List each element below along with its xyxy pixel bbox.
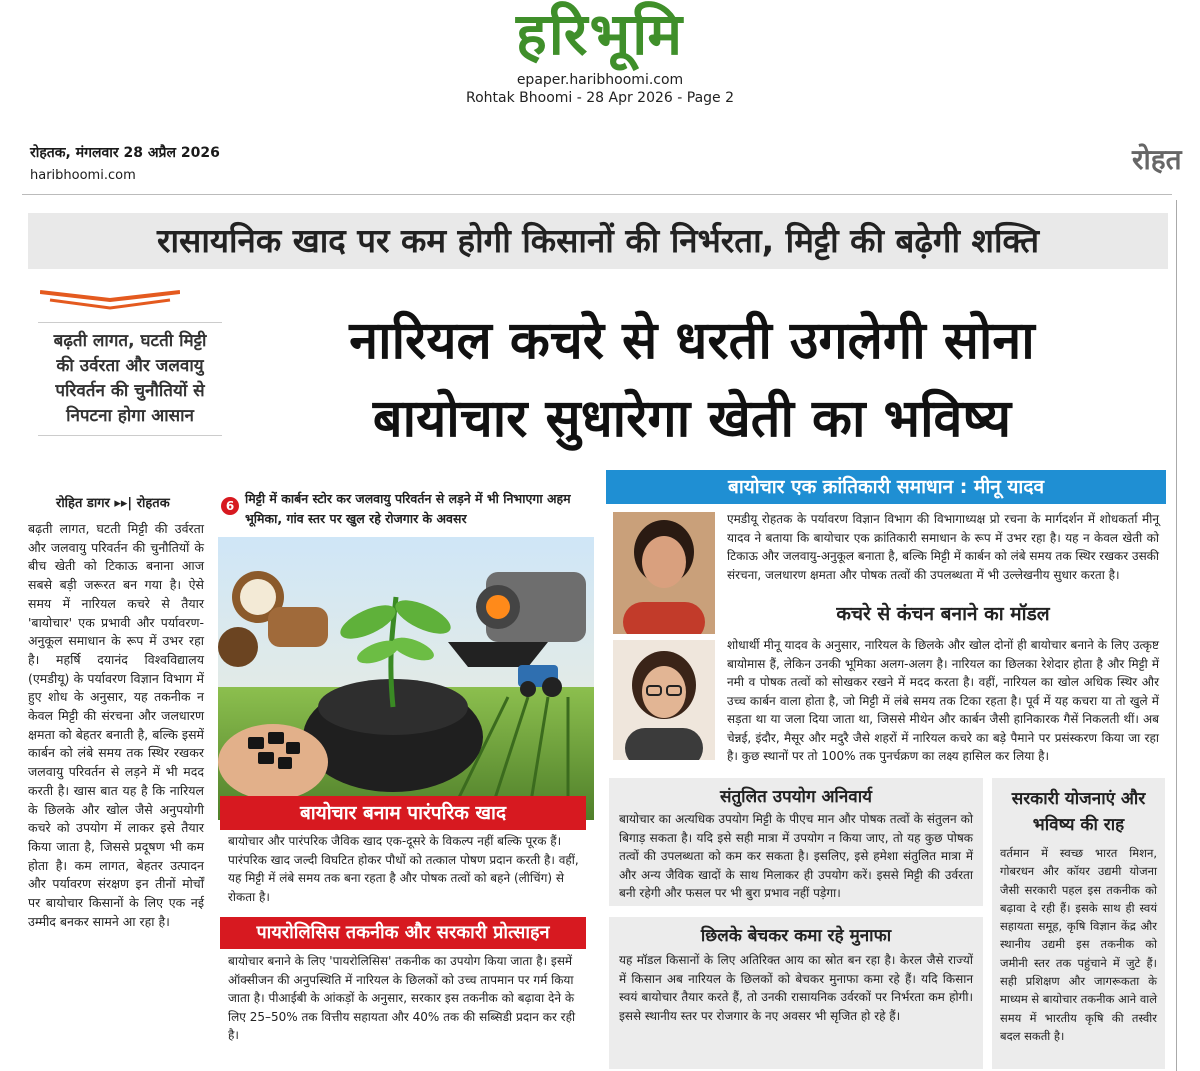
section-heading-cropped: रोहत <box>1132 143 1182 176</box>
caption-marker-icon: 6 <box>221 497 239 515</box>
section-text-pyrolysis: बायोचार बनाने के लिए 'पायरोलिसिस' तकनीक का उपयोग किया जाता है। इसमें ऑक्सीजन की अनुपस्थिति में नारियल के छिलकों को उच्च तापमान पर गर्म किया जाता है। पीआईबी के आंकड़ों के अनुसार, सरकार इस तकनीक को बढ़ावा देने के लिए 25–50% तक वित्तीय सहायता और 40% तक की सब्सिडी प्रदान कर रही है। <box>228 954 576 1042</box>
box-title-husk-profit: छिलके बेचकर कमा रहे मुनाफा <box>700 926 892 946</box>
box-title-government-schemes: सरकारी योजनाएं और भविष्य की राह <box>1011 789 1146 835</box>
headline-line-2: बायोचार सुधारेगा खेती का भविष्य <box>372 389 1012 449</box>
subheading-waste-to-gold-model: कचरे से कंचन बनाने का मॉडल <box>836 603 1050 625</box>
box-husk-profit <box>609 917 983 1069</box>
epaper-url[interactable]: epaper.haribhoomi.com <box>516 72 684 88</box>
page-rule <box>22 194 1172 195</box>
chevron-decoration-icon <box>40 290 180 310</box>
article-body: बढ़ती लागत, घटती मिट्टी की उर्वरता और जलवायु परिवर्तन की चुनौतियों के बीच खेती को टिकाऊ बनाना आज सबसे बड़ी जरूरत बन गया है। ऐसे समय में नारियल कचरे से तैयार 'बायोचार' एक प्रभावी और पर्यावरण-अनुकूल समाधान के रूप में उभर रहा है। महर्षि दयानंद विश्वविद्यालय (एमडीयू) के पर्यावरण विज्ञान विभाग में हुए शोध के अनुसार, यह तकनीक न केवल मिट्टी की संरचना और जलधारण क्षमता को बेहतर बनाती है, बल्कि इसमें कार्बन को लंबे समय तक स्थिर रखकर जलवायु परिवर्तन से लड़ने में भी मदद करती है। खास बात यह है कि नारियल के छिलके और खोल जैसे अनुपयोगी कचरे को उपयोग में लाकर इसे तैयार किया जाता है, जिससे प्रदूषण भी कम होता है। कम लागत, बेहतर उत्पादन और पर्यावरण संरक्षण इन तीनों मोर्चों पर बायोचार किसानों के लिए एक नई उम्मीद बनकर सामने आ रहा है। <box>28 521 204 929</box>
edition-info: Rohtak Bhoomi - 28 Apr 2026 - Page 2 <box>465 90 735 106</box>
section-title-pyrolysis: पायरोलिसिस तकनीक और सरकारी प्रोत्साहन <box>220 917 586 949</box>
section-text-waste-to-gold-model: शोधार्थी मीनू यादव के अनुसार, नारियल के छिलके और खोल दोनों ही बायोचार बनाने के लिए उत्कृष्ट बायोमास हैं, लेकिन उनकी भूमिका अलग-अलग है। नारियल का छिलका रेशेदार होता है और मिट्टी में नमी व पोषक तत्वों को सोखकर रखने में मदद करता है। वहीं, नारियल का खोल अधिक स्थिर और उच्च कार्बन वाला होता है, जो मिट्टी में लंबे समय तक टिका रहता है। पूर्व में यह कचरा या तो खुले में सड़ता था या जला दिया जाता था, जिससे मीथेन और कार्बन जैसी हानिकारक गैसें निकलती थीं। अब चेन्नई, इंदौर, मैसूर और मदुरै जैसे शहरों में नारियल कचरे का बड़े पैमाने पर प्रसंस्करण किया जा रहा है। कुछ स्थानों पर तो 100% तक पुनर्चक्रण का लक्ष्य हासिल कर लिया है। <box>727 638 1159 763</box>
box-text-husk-profit: यह मॉडल किसानों के लिए अतिरिक्त आय का स्रोत बन रहा है। केरल जैसे राज्यों में किसान अब नारियल के छिलकों को बेचकर मुनाफा कमा रहे हैं। यदि किसान स्वयं बायोचार तैयार करते हैं, तो उनकी रासायनिक उर्वरकों पर निर्भरता कम होगी। इससे स्थानीय स्तर पर रोजगार के नए अवसर भी सृजित हो रहे हैं। <box>619 953 973 1023</box>
byline: रोहित डागर ▸▸| रोहतक <box>56 496 170 511</box>
box-text-government-schemes: वर्तमान में स्वच्छ भारत मिशन, गोबरधन और कॉयर उद्यमी योजना जैसी सरकारी पहल इस तकनीक को बढ़ावा दे रही हैं। इसके साथ ही स्वयं सहायता समूह, कृषि विज्ञान केंद्र और स्थानीय उद्यमी इस तकनीक को जमीनी स्तर तक पहुंचाने में जुटे हैं। सही प्रशिक्षण और जागरूकता के माध्यम से बायोचार तकनीक आने वाले समय में भारतीय कृषि की तस्वीर बदल सकती है। <box>1000 846 1157 1043</box>
section-text-revolutionary-solution: एमडीयू रोहतक के पर्यावरण विज्ञान विभाग की विभागाध्यक्ष प्रो रचना के मार्गदर्शन में शोधकर्ता मीनू यादव ने बताया कि बायोचार एक क्रांतिकारी समाधान के रूप में उभर रहा है। यह न केवल खेती को टिकाऊ और जलवायु-अनुकूल बनाता है, बल्कि मिट्टी में कार्बन को लंबे समय तक स्थिर रखकर उसकी संरचना, जलधारण क्षमता और पोषक तत्वों की उपलब्धता में भी उल्लेखनीय सुधार करता है। <box>727 512 1159 582</box>
box-text-balanced-use: बायोचार का अत्यधिक उपयोग मिट्टी के पीएच मान और पोषक तत्वों के संतुलन को बिगाड़ सकता है। यदि इसे सही मात्रा में उपयोग न किया जाए, तो यह कुछ पोषक तत्वों की उपलब्धता को कम कर सकता है। इसलिए, इसे हमेशा संतुलित मात्रा में और अन्य जैविक खादों के साथ मिलाकर ही उपयोग करें। इससे मिट्टी की उर्वरता बनी रहेगी और फसल पर भी बुरा प्रभाव नहीं पड़ेगा। <box>619 812 973 900</box>
adjacent-column-edge <box>1176 200 1200 1071</box>
biochar-illustration <box>218 537 594 820</box>
box-title-balanced-use: संतुलित उपयोग अनिवार्य <box>720 787 872 807</box>
page-dateline: रोहतक, मंगलवार 28 अप्रैल 2026 <box>30 145 220 161</box>
headline-line-1: नारियल कचरे से धरती उगलेगी सोना <box>349 311 1035 371</box>
section-text-biochar-vs-traditional: बायोचार और पारंपरिक जैविक खाद एक-दूसरे के विकल्प नहीं बल्कि पूरक हैं। पारंपरिक खाद जल्दी विघटित होकर पौधों को तत्काल पोषण प्रदान करती है। वहीं, यह मिट्टी में लंबे समय तक बना रहता है और पोषक तत्वों को बहने (लीचिंग) से रोकता है। <box>228 834 579 904</box>
box-government-schemes <box>992 778 1165 1069</box>
page-site: haribhoomi.com <box>30 168 136 183</box>
kicker-text: रासायनिक खाद पर कम होगी किसानों की निर्भरता, मिट्टी की बढ़ेगी शक्ति <box>156 221 1040 260</box>
box-balanced-use <box>609 778 983 906</box>
image-caption <box>215 487 595 532</box>
section-title-biochar-vs-traditional: बायोचार बनाम पारंपरिक खाद <box>220 796 586 830</box>
newspaper-logo[interactable]: हरिभूमि <box>515 0 685 68</box>
kicker-banner <box>28 205 1168 277</box>
caption-text: मिट्टी में कार्बन स्टोर कर जलवायु परिवर्तन से लड़ने में भी निभाएगा अहम भूमिका, गांव स्तर पर खुल रहे रोजगार के अवसर <box>245 491 571 526</box>
professor-photo <box>613 640 715 760</box>
researcher-photo <box>613 512 715 634</box>
main-headline <box>212 302 1172 458</box>
section-title-revolutionary-solution: बायोचार एक क्रांतिकारी समाधान : मीनू यादव <box>606 470 1166 504</box>
article-deck: बढ़ती लागत, घटती मिट्टी की उर्वरता और जलवायु परिवर्तन की चुनौतियों से निपटना होगा आसान <box>38 322 222 436</box>
